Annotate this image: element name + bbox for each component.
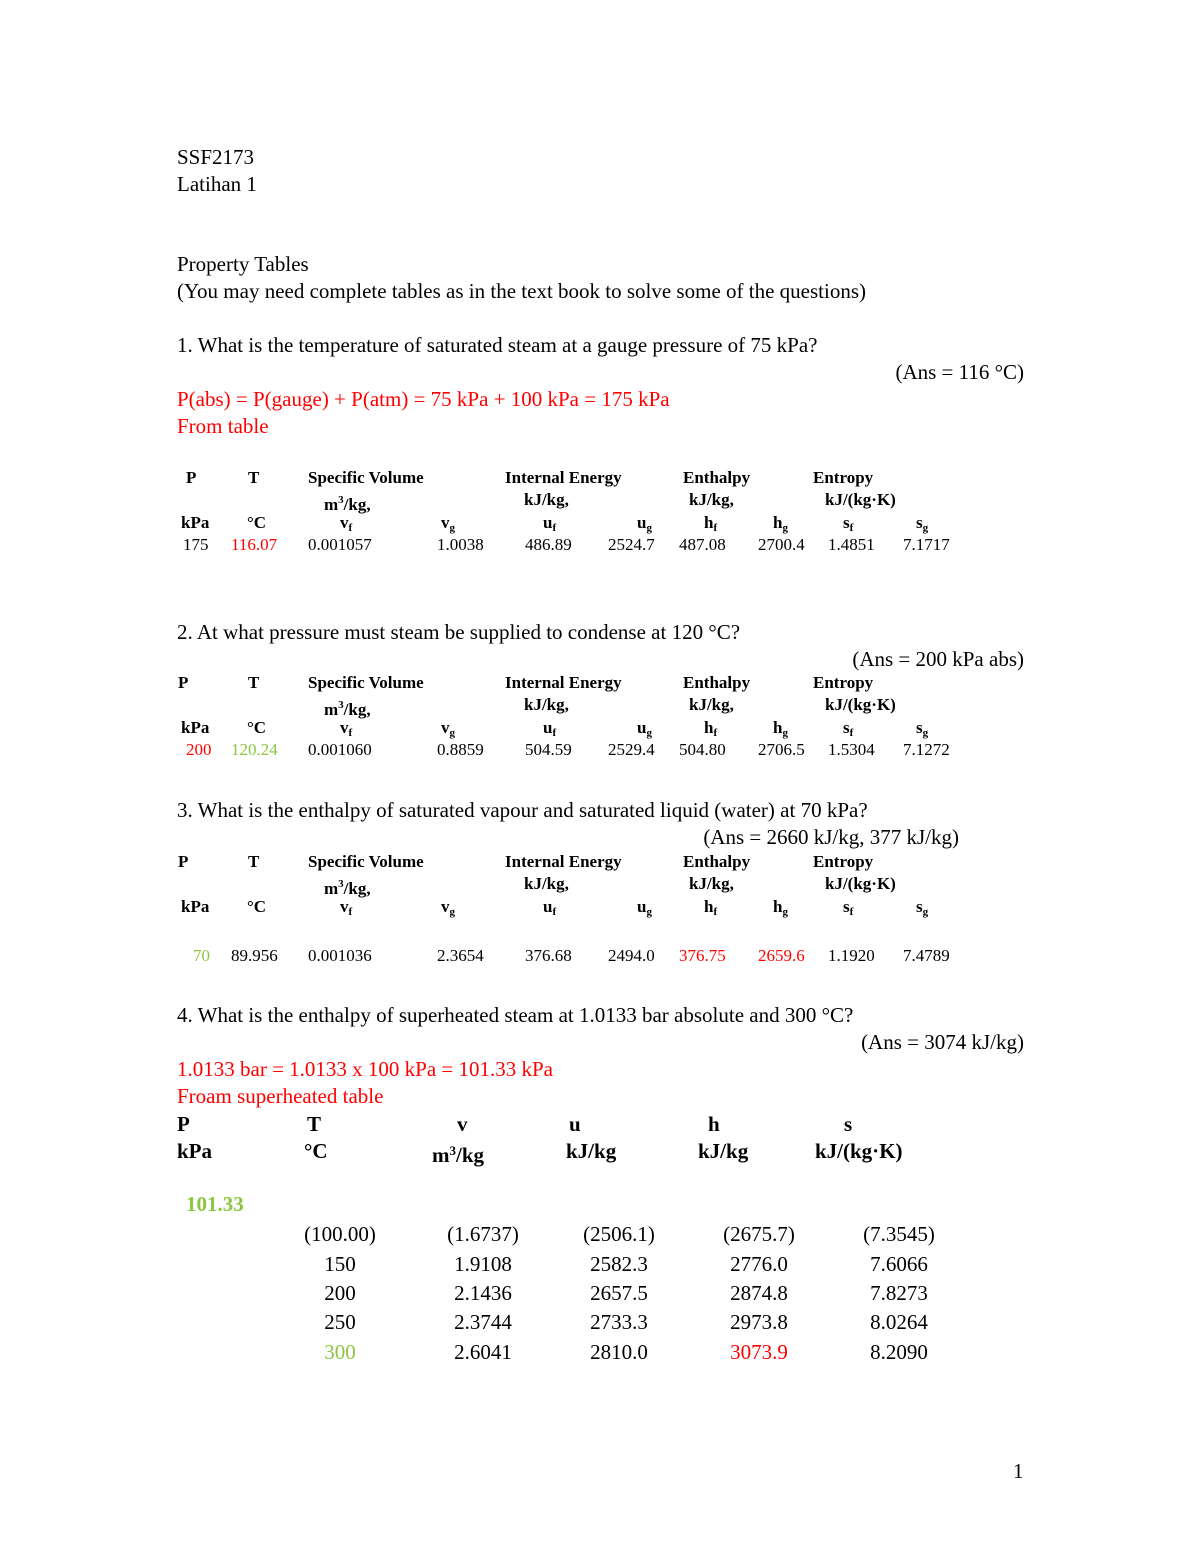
unit-internal-energy: kJ/kg, xyxy=(524,490,569,509)
cell-p: 200 xyxy=(186,740,212,759)
sh-cell: 2582.3 xyxy=(590,1252,648,1276)
header-p: P xyxy=(178,673,189,692)
header-internal-energy: Internal Energy xyxy=(505,468,622,487)
cell-t: 89.956 xyxy=(231,946,278,965)
unit-degc: °C xyxy=(247,513,267,532)
working-1b: From table xyxy=(177,414,269,438)
sh-header-h: h xyxy=(708,1112,720,1136)
header-specific-volume: Specific Volume xyxy=(308,468,424,487)
unit-kpa: kPa xyxy=(181,718,210,737)
header-ug: $u_g$ xyxy=(637,513,652,534)
cell-hg: 2700.4 xyxy=(758,535,805,554)
header-entropy: Entropy xyxy=(813,852,874,871)
header-hf: $h_f$ xyxy=(704,897,718,918)
header-p: P xyxy=(178,852,189,871)
cell-t: 116.07 xyxy=(231,535,278,554)
header-vg: $v_g$ xyxy=(441,897,455,918)
header-hg: $h_g$ xyxy=(773,513,788,534)
cell-ug: 2524.7 xyxy=(608,535,655,554)
cell-ug: 2529.4 xyxy=(608,740,655,759)
sh-cell: 2776.0 xyxy=(730,1252,788,1276)
unit-enthalpy: kJ/kg, xyxy=(689,490,734,509)
header-p: P xyxy=(186,468,197,487)
unit-degc: °C xyxy=(247,897,267,916)
cell-sg: 7.4789 xyxy=(903,946,950,965)
question-4: 4. What is the enthalpy of superheated steam at 1.0133 bar absolute and 300 °C? xyxy=(177,1003,854,1027)
sh-pressure: 101.33 xyxy=(186,1192,244,1216)
header-hg: $h_g$ xyxy=(773,897,788,918)
header-vg: $v_g$ xyxy=(441,718,455,739)
sh-cell: 2.1436 xyxy=(454,1281,512,1305)
sh-unit-h: kJ/kg xyxy=(698,1139,749,1163)
working-4a: 1.0133 bar = 1.0133 x 100 kPa = 101.33 kPa xyxy=(177,1057,554,1081)
cell-p: 175 xyxy=(183,535,209,554)
header-hf: $h_f$ xyxy=(704,513,718,534)
sh-cell: 300 xyxy=(324,1340,356,1364)
header-t: T xyxy=(248,852,260,871)
unit-enthalpy: kJ/kg, xyxy=(689,695,734,714)
cell-ug: 2494.0 xyxy=(608,946,655,965)
working-4b: Froam superheated table xyxy=(177,1084,384,1108)
unit-kpa: kPa xyxy=(181,897,210,916)
header-vg: $v_g$ xyxy=(441,513,455,534)
cell-sg: 7.1272 xyxy=(903,740,950,759)
sh-cell: 2874.8 xyxy=(730,1281,788,1305)
unit-entropy: kJ/(kg·K) xyxy=(825,490,896,509)
header-vf: $v_f$ xyxy=(340,513,353,534)
sh-cell: 2.6041 xyxy=(454,1340,512,1364)
unit-entropy: kJ/(kg·K) xyxy=(825,874,896,893)
header-enthalpy: Enthalpy xyxy=(683,673,751,692)
sh-cell: 2.3744 xyxy=(454,1310,512,1334)
answer-2: (Ans = 200 kPa abs) xyxy=(852,647,1024,671)
sh-cell: (100.00) xyxy=(304,1222,376,1246)
page-number: 1 xyxy=(1013,1459,1024,1483)
sh-header-t: T xyxy=(307,1112,322,1136)
sh-cell: 3073.9 xyxy=(730,1340,788,1364)
sh-cell: 150 xyxy=(324,1252,356,1276)
cell-vg: 1.0038 xyxy=(437,535,484,554)
header-sg: $s_g$ xyxy=(916,718,929,739)
cell-vf: 0.001057 xyxy=(308,535,372,554)
unit-internal-energy: kJ/kg, xyxy=(524,695,569,714)
sh-unit-v: $m^3/kg$ xyxy=(432,1143,485,1167)
unit-degc: °C xyxy=(247,718,267,737)
cell-hg: 2659.6 xyxy=(758,946,805,965)
cell-hf: 504.80 xyxy=(679,740,726,759)
header-uf: $u_f$ xyxy=(543,897,557,918)
header-ug: $u_g$ xyxy=(637,897,652,918)
header-hf: $h_f$ xyxy=(704,718,718,739)
header-ug: $u_g$ xyxy=(637,718,652,739)
sh-cell: 2733.3 xyxy=(590,1310,648,1334)
header-sg: $s_g$ xyxy=(916,897,929,918)
cell-vf: 0.001060 xyxy=(308,740,372,759)
cell-sg: 7.1717 xyxy=(903,535,950,554)
header-entropy: Entropy xyxy=(813,468,874,487)
sh-unit-t: °C xyxy=(304,1139,328,1163)
section-title: Property Tables xyxy=(177,252,309,276)
cell-hf: 487.08 xyxy=(679,535,726,554)
unit-kpa: kPa xyxy=(181,513,210,532)
header-uf: $u_f$ xyxy=(543,513,557,534)
cell-vg: 2.3654 xyxy=(437,946,484,965)
header-t: T xyxy=(248,468,260,487)
header-entropy: Entropy xyxy=(813,673,874,692)
unit-entropy: kJ/(kg·K) xyxy=(825,695,896,714)
sh-cell: (1.6737) xyxy=(447,1222,519,1246)
cell-vf: 0.001036 xyxy=(308,946,372,965)
cell-t: 120.24 xyxy=(231,740,278,759)
cell-sf: 1.4851 xyxy=(828,535,875,554)
sh-cell: (2675.7) xyxy=(723,1222,795,1246)
answer-1: (Ans = 116 °C) xyxy=(895,360,1024,384)
sh-unit-u: kJ/kg xyxy=(566,1139,617,1163)
cell-sf: 1.5304 xyxy=(828,740,875,759)
unit-specific-volume: $m^3/kg$, xyxy=(324,878,371,898)
answer-3: (Ans = 2660 kJ/kg, 377 kJ/kg) xyxy=(703,825,959,849)
header-specific-volume: Specific Volume xyxy=(308,673,424,692)
sh-cell: 7.8273 xyxy=(870,1281,928,1305)
header-uf: $u_f$ xyxy=(543,718,557,739)
header-hg: $h_g$ xyxy=(773,718,788,739)
header-vf: $v_f$ xyxy=(340,718,353,739)
sh-unit-s: kJ/(kg·K) xyxy=(815,1139,903,1163)
sh-cell: 200 xyxy=(324,1281,356,1305)
course-code: SSF2173 xyxy=(177,145,255,169)
sh-header-v: v xyxy=(457,1112,468,1136)
sh-unit-p: kPa xyxy=(177,1139,213,1163)
question-2: 2. At what pressure must steam be supplied to condense at 120 °C? xyxy=(177,620,741,644)
cell-uf: 376.68 xyxy=(525,946,572,965)
header-specific-volume: Specific Volume xyxy=(308,852,424,871)
exercise-title: Latihan 1 xyxy=(177,172,257,196)
header-sf: $s_f$ xyxy=(843,513,854,534)
sh-cell: 8.2090 xyxy=(870,1340,928,1364)
sh-cell: 2657.5 xyxy=(590,1281,648,1305)
sh-header-p: P xyxy=(177,1112,190,1136)
sh-header-s: s xyxy=(844,1112,853,1136)
header-sg: $s_g$ xyxy=(916,513,929,534)
sh-cell: (2506.1) xyxy=(583,1222,655,1246)
header-enthalpy: Enthalpy xyxy=(683,468,751,487)
sh-cell: 7.6066 xyxy=(870,1252,928,1276)
header-vf: $v_f$ xyxy=(340,897,353,918)
header-sf: $s_f$ xyxy=(843,897,854,918)
sh-cell: (7.3545) xyxy=(863,1222,935,1246)
sh-cell: 250 xyxy=(324,1310,356,1334)
sh-cell: 1.9108 xyxy=(454,1252,512,1276)
header-internal-energy: Internal Energy xyxy=(505,852,622,871)
unit-enthalpy: kJ/kg, xyxy=(689,874,734,893)
section-note: (You may need complete tables as in the text book to solve some of the questions) xyxy=(177,279,866,303)
unit-specific-volume: $m^3/kg$, xyxy=(324,494,371,514)
cell-uf: 486.89 xyxy=(525,535,572,554)
cell-sf: 1.1920 xyxy=(828,946,875,965)
header-sf: $s_f$ xyxy=(843,718,854,739)
cell-uf: 504.59 xyxy=(525,740,572,759)
cell-p: 70 xyxy=(193,946,210,965)
header-internal-energy: Internal Energy xyxy=(505,673,622,692)
cell-hf: 376.75 xyxy=(679,946,726,965)
sh-cell: 8.0264 xyxy=(870,1310,928,1334)
unit-internal-energy: kJ/kg, xyxy=(524,874,569,893)
header-t: T xyxy=(248,673,260,692)
cell-hg: 2706.5 xyxy=(758,740,805,759)
sh-cell: 2973.8 xyxy=(730,1310,788,1334)
question-1: 1. What is the temperature of saturated steam at a gauge pressure of 75 kPa? xyxy=(177,333,818,357)
answer-4: (Ans = 3074 kJ/kg) xyxy=(861,1030,1024,1054)
sh-header-u: u xyxy=(569,1112,581,1136)
sh-cell: 2810.0 xyxy=(590,1340,648,1364)
unit-specific-volume: $m^3/kg$, xyxy=(324,699,371,719)
header-enthalpy: Enthalpy xyxy=(683,852,751,871)
cell-vg: 0.8859 xyxy=(437,740,484,759)
question-3: 3. What is the enthalpy of saturated vapour and saturated liquid (water) at 70 kPa? xyxy=(177,798,868,822)
working-1a: P(abs) = P(gauge) + P(atm) = 75 kPa + 100 kPa = 175 kPa xyxy=(177,387,670,411)
